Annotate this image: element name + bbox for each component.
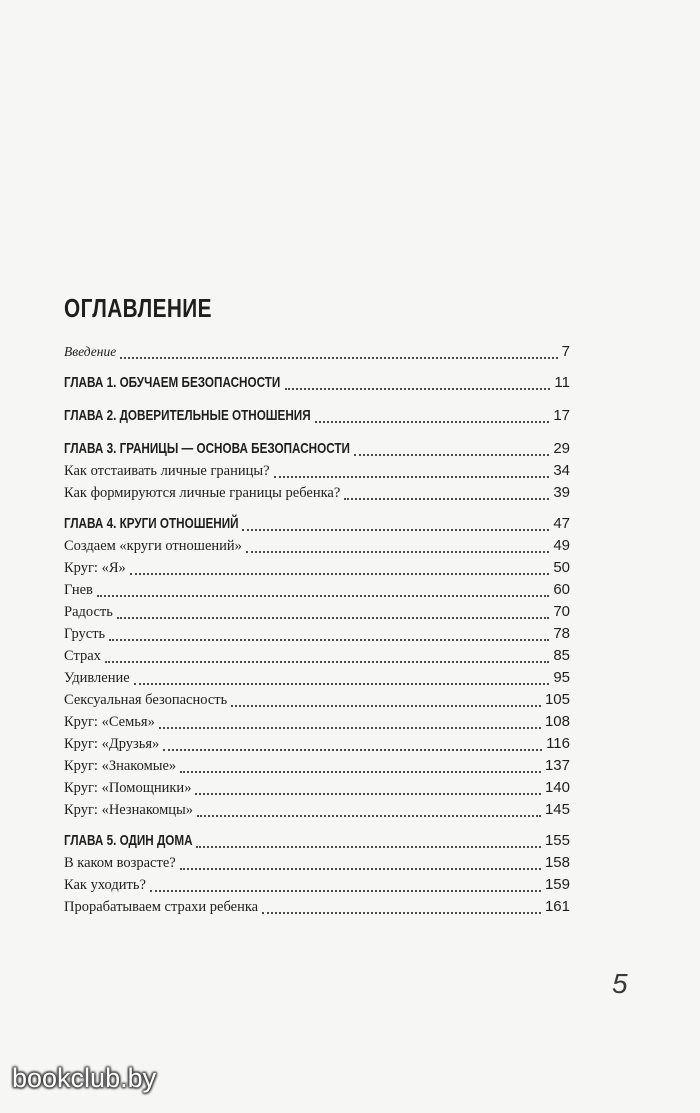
- toc-chapter-2[interactable]: [64, 407, 570, 429]
- section-page: 70: [553, 603, 570, 620]
- toc-chapter-1[interactable]: [64, 374, 570, 396]
- section-title: Сексуальная безопасность: [64, 692, 228, 708]
- page-number: 5: [612, 968, 628, 999]
- section-page: 60: [553, 581, 570, 598]
- toc-entry-title: Введение: [64, 344, 117, 359]
- toc-section[interactable]: [64, 537, 570, 559]
- leader-dots: [197, 814, 541, 817]
- section-page: 49: [553, 537, 570, 554]
- section-page: 158: [544, 854, 570, 871]
- leader-dots: [274, 475, 550, 478]
- toc-section[interactable]: [64, 691, 570, 713]
- toc-section[interactable]: [64, 898, 570, 920]
- toc-section[interactable]: [64, 713, 570, 735]
- chapter-title: ГЛАВА 3. ГРАНИЦЫ — ОСНОВА БЕЗОПАСНОСТИ: [64, 440, 350, 457]
- section-title: Страх: [64, 648, 101, 664]
- watermark: bookclub.by: [12, 1063, 157, 1093]
- leader-dots: [150, 889, 541, 892]
- toc-section[interactable]: [64, 669, 570, 691]
- toc-section[interactable]: [64, 757, 570, 779]
- leader-dots: [315, 420, 549, 423]
- section-page: 161: [544, 898, 570, 915]
- toc-section[interactable]: [64, 559, 570, 581]
- section-page: 95: [553, 669, 570, 686]
- leader-dots: [231, 704, 541, 707]
- chapter-title: ГЛАВА 2. ДОВЕРИТЕЛЬНЫЕ ОТНОШЕНИЯ: [64, 407, 311, 424]
- toc-chapter-4[interactable]: [64, 515, 570, 537]
- leader-dots: [120, 356, 557, 359]
- leader-dots: [105, 660, 549, 663]
- toc-section[interactable]: [64, 876, 570, 898]
- section-title: Круг: «Друзья»: [64, 736, 160, 752]
- section-page: 39: [553, 484, 570, 501]
- toc-section[interactable]: [64, 484, 570, 506]
- leader-dots: [344, 497, 549, 500]
- section-page: 34: [553, 462, 570, 479]
- section-title: Удивление: [64, 670, 130, 686]
- section-title: Создаем «круги отношений»: [64, 538, 242, 554]
- chapter-page: 47: [553, 515, 570, 532]
- section-page: 105: [544, 691, 570, 708]
- section-title: Круг: «Помощники»: [64, 780, 192, 796]
- leader-dots: [117, 616, 549, 619]
- section-title: Гнев: [64, 582, 93, 598]
- leader-dots: [130, 572, 550, 575]
- leader-dots: [180, 867, 541, 870]
- toc-section[interactable]: [64, 647, 570, 669]
- toc-chapter-3[interactable]: [64, 440, 570, 462]
- section-title: Круг: «Знакомые»: [64, 758, 177, 774]
- toc-entry-page: 7: [561, 343, 570, 360]
- leader-dots: [195, 792, 541, 795]
- section-title: Грусть: [64, 626, 106, 642]
- toc-chapter-5[interactable]: [64, 832, 570, 854]
- section-page: 85: [553, 647, 570, 664]
- leader-dots: [285, 387, 551, 390]
- section-title: Как уходить?: [64, 877, 146, 893]
- section-page: 137: [544, 757, 570, 774]
- section-title: Как отстаивать личные границы?: [64, 463, 270, 479]
- chapter-page: 17: [553, 407, 570, 424]
- chapter-page: 11: [554, 374, 570, 391]
- leader-dots: [159, 726, 541, 729]
- toc-section[interactable]: [64, 779, 570, 801]
- section-page: 108: [544, 713, 570, 730]
- toc-section[interactable]: [64, 854, 570, 876]
- section-title: Круг: «Семья»: [64, 714, 155, 730]
- leader-dots: [246, 550, 549, 553]
- section-page: 159: [544, 876, 570, 893]
- section-page: 145: [544, 801, 570, 818]
- section-title: В каком возрасте?: [64, 855, 176, 871]
- toc-section[interactable]: [64, 625, 570, 647]
- leader-dots: [134, 682, 550, 685]
- toc-section[interactable]: [64, 801, 570, 823]
- chapter-page: 29: [553, 440, 570, 457]
- chapter-title: ГЛАВА 4. КРУГИ ОТНОШЕНИЙ: [64, 515, 239, 532]
- section-page: 116: [546, 735, 570, 752]
- page-title: ОГЛАВЛЕНИЕ: [64, 293, 212, 323]
- leader-dots: [262, 911, 541, 914]
- section-page: 50: [553, 559, 570, 576]
- toc-section[interactable]: [64, 581, 570, 603]
- section-title: Круг: «Незнакомцы»: [64, 802, 194, 818]
- leader-dots: [97, 594, 549, 597]
- section-page: 78: [553, 625, 570, 642]
- toc-section[interactable]: [64, 462, 570, 484]
- section-title: Как формируются личные границы ребенка?: [64, 485, 341, 501]
- chapter-title: ГЛАВА 5. ОДИН ДОМА: [64, 832, 193, 849]
- leader-dots: [354, 453, 550, 456]
- toc-section[interactable]: [64, 603, 570, 625]
- toc-section[interactable]: [64, 735, 570, 757]
- chapter-title: ГЛАВА 1. ОБУЧАЕМ БЕЗОПАСНОСТИ: [64, 374, 281, 391]
- leader-dots: [109, 638, 549, 641]
- section-title: Радость: [64, 604, 113, 620]
- section-page: 140: [544, 779, 570, 796]
- chapter-page: 155: [544, 832, 570, 849]
- toc-intro[interactable]: [64, 343, 570, 365]
- leader-dots: [163, 748, 542, 751]
- leader-dots: [242, 528, 549, 531]
- section-title: Прорабатываем страхи ребенка: [64, 899, 259, 915]
- table-of-contents: [64, 343, 570, 920]
- section-title: Круг: «Я»: [64, 560, 126, 576]
- leader-dots: [196, 845, 540, 848]
- leader-dots: [180, 770, 541, 773]
